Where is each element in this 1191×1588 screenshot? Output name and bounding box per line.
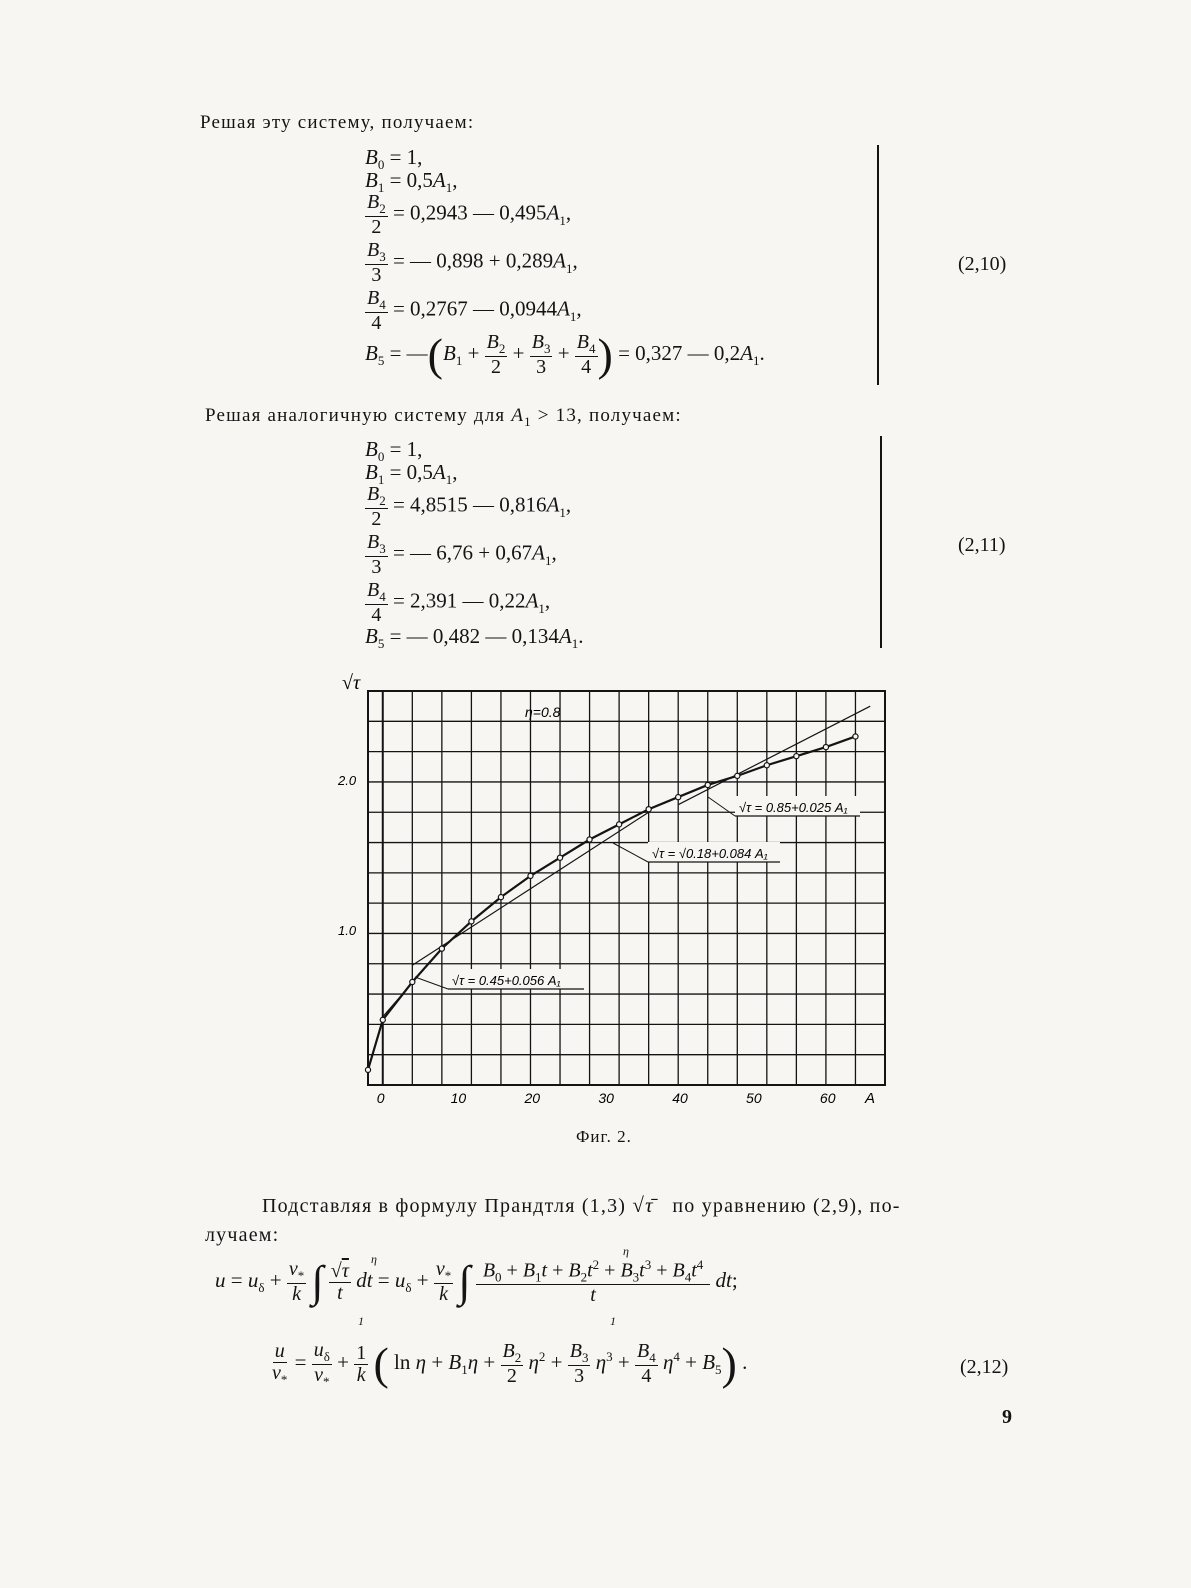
eq2-b4: $\frac{B_4}{4}$ = 2,391 — $0,22A_1$,	[367, 579, 551, 626]
data-point	[528, 873, 533, 878]
annotation-1-text: √τ = 0.45+0.056 A₁	[452, 973, 561, 988]
data-point	[735, 773, 740, 778]
x-tick-labels	[377, 1090, 836, 1106]
chart-grid	[368, 691, 885, 1085]
plot-frame	[368, 691, 885, 1085]
data-point	[498, 894, 503, 899]
system-brace-line	[877, 145, 879, 385]
x-tick-60: 60	[819, 1090, 836, 1106]
body-paragraph-line2: лучаем:	[205, 1224, 280, 1246]
equation-number-2-10: (2,10)	[958, 253, 1007, 275]
paragraph-intro-1: Решая эту систему, получаем:	[200, 112, 475, 133]
body-paragraph-line1: Подставляя в формулу Прандтля (1,3) √τ̄ по уравнению (2,9), по-	[262, 1193, 901, 1217]
data-point	[587, 837, 592, 842]
data-point	[676, 794, 681, 799]
integral-upper-limit-1: η	[371, 1252, 377, 1266]
x-axis-label: A	[865, 1090, 876, 1107]
data-point	[764, 763, 769, 768]
equation-2-12: $\frac{u}{v_*}$ = $\frac{u_\delta}{v_*}$ + $\frac{1}{k}$ ( $\ln \eta + B_1\eta$ + $\frac{B_2}{2}$ $\eta^2$ + $\frac{B_3}{3}$ $\eta^3$ + $\frac{B_4}{4}$ $\eta^4 + B_5$) .	[272, 1338, 748, 1390]
data-point	[439, 946, 444, 951]
x-tick-20: 20	[524, 1090, 541, 1106]
x-tick-50: 50	[746, 1090, 762, 1106]
y-axis-label: √τ	[342, 672, 361, 694]
x-tick-10: 10	[450, 1090, 467, 1106]
integral-lower-limit-2: 1	[610, 1314, 616, 1328]
x-tick-30: 30	[598, 1090, 614, 1106]
paragraph-intro-2: Решая аналогичную систему для $A_1 > 13$, получаем:	[205, 405, 682, 429]
system-brace-line-2	[880, 436, 882, 648]
data-point	[853, 734, 858, 739]
eq-b5: $B_5$ = $—(B_1$ + $\frac{B_2}{2}$ + $\frac{B_3}{3}$ + $\frac{B_4}{4}$ ) = 0,327 — $0,2A_1$.	[365, 329, 765, 380]
eta-label: η=0.8	[525, 704, 561, 720]
eq2-b3: $\frac{B_3}{3}$ = — $6,76 + 0,67A_1$,	[367, 531, 557, 578]
eq2-b5: $B_5$ = — 0,482 — $0,134A_1$.	[365, 624, 584, 652]
data-point	[705, 782, 710, 787]
annotation-3	[708, 796, 860, 816]
data-point	[794, 754, 799, 759]
annotation-1	[415, 969, 584, 989]
data-point	[410, 979, 415, 984]
eq-b4: $\frac{B_4}{4}$ = 0,2767 — $0,0944A_1$,	[367, 287, 582, 334]
data-point	[646, 807, 651, 812]
eq2-b2: $\frac{B_2}{2}$ = 4,8515 — $0,816A_1$,	[367, 483, 572, 530]
eq-b2: $\frac{B_2}{2}$ = 0,2943 — $0,495A_1$,	[367, 191, 572, 238]
data-point	[380, 1017, 385, 1022]
data-point	[823, 744, 828, 749]
data-point	[365, 1067, 370, 1072]
annotation-2-text: √τ = √0.18+0.084 A₁	[652, 846, 768, 861]
annotation-3-text: √τ = 0.85+0.025 A₁	[739, 800, 848, 815]
x-tick-0: 0	[376, 1090, 385, 1106]
eq2-b1: $B_1 = 0,5A_1$,	[365, 460, 458, 488]
eq-b0: $B_0 = 1$,	[365, 145, 423, 173]
annotation-2	[613, 842, 780, 862]
y-tick-1.0: 1.0	[338, 923, 357, 938]
data-point	[617, 822, 622, 827]
equation-number-2-11: (2,11)	[958, 534, 1006, 556]
figure-caption: Фиг. 2.	[576, 1127, 632, 1146]
figure-chart	[330, 665, 910, 1115]
eq-b3: $\frac{B_3}{3}$ = — $0,898 + 0,289A_1$,	[367, 239, 578, 286]
data-point	[469, 919, 474, 924]
eq2-b0: $B_0 = 1$,	[365, 437, 423, 465]
page-number: 9	[1002, 1406, 1012, 1428]
x-tick-40: 40	[672, 1090, 688, 1106]
equation-integral: $u = u_\delta$ + $\frac{v_*}{k}$ ∫ $\frac{√\tau}{t}$ dt = $u_\delta$ + $\frac{v_*}{k}$ ∫ $\frac{B_0 + B_1t + B_2t^2 + B_3t^3 + B_4t^4}{t}$ dt;	[215, 1257, 738, 1307]
y-tick-2.0: 2.0	[338, 773, 357, 788]
eq-b1: $B_1 = 0,5A_1$,	[365, 168, 458, 196]
integral-lower-limit-1: 1	[358, 1314, 364, 1328]
integral-upper-limit-2: η	[623, 1244, 629, 1258]
data-point	[557, 855, 562, 860]
equation-number-2-12: (2,12)	[960, 1356, 1009, 1378]
